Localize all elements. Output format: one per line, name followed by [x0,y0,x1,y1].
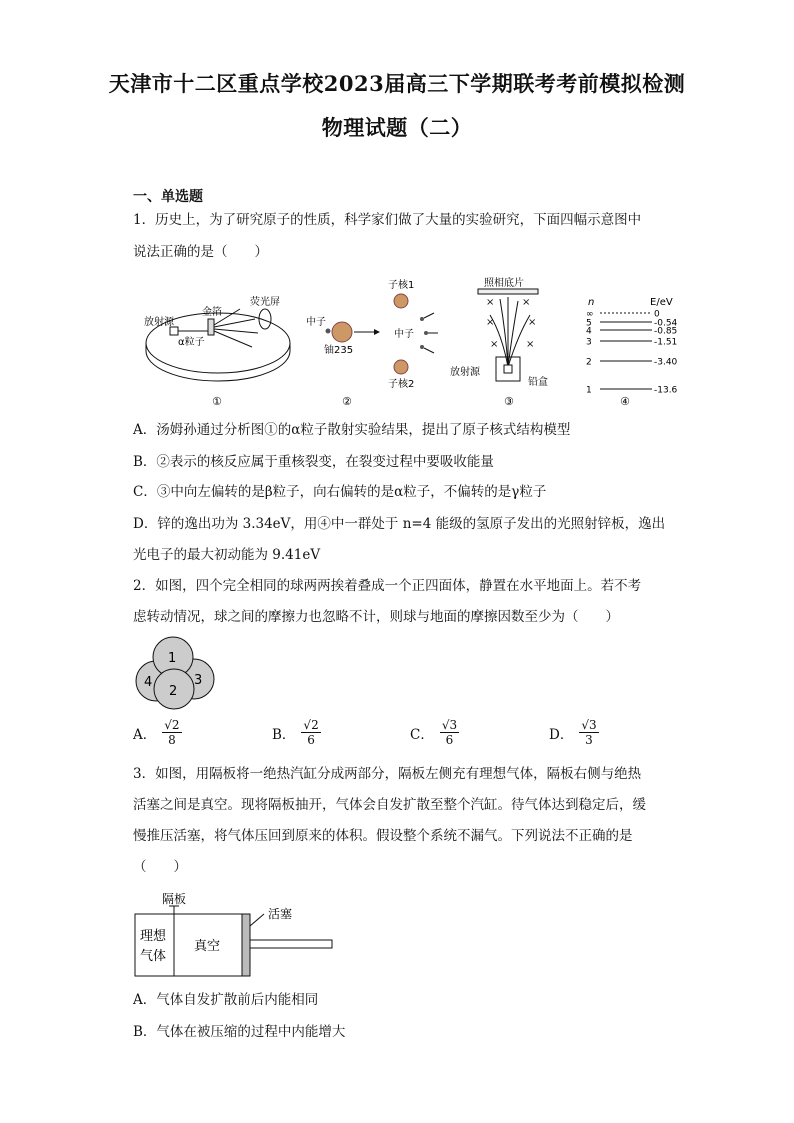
svg-text:×: × [522,297,531,308]
q2-b-letter: B． [272,726,296,743]
svg-text:×: × [486,297,495,308]
q2-d-letter: D． [549,726,574,743]
label-gas-1: 理想 [140,929,167,944]
section-heading: 一、单选题 [133,189,203,205]
q3-option-b: B．气体在被压缩的过程中内能增大 [133,1024,346,1040]
label-gas-2: 气体 [140,949,167,964]
q2-stem-line2: 虑转动情况，球之间的摩擦力也忽略不计，则球与地面的摩擦因数至少为（ ） [133,609,619,625]
q2-option-b [272,718,321,747]
q1-option-c: C．③中向左偏转的是β粒子，向右偏转的是α粒子，不偏转的是γ粒子 [133,484,547,500]
label-e: E/eV [650,297,673,308]
q1-stem-line2: 说法正确的是（ ） [133,244,268,260]
svg-text:×: × [490,339,499,350]
q2-c-num: √3 [441,718,458,732]
q2-b-num: √2 [303,718,319,732]
energy-level-e-3: -1.51 [654,337,678,348]
energy-level-n-1: 5 [586,318,592,329]
energy-level-n-2: 4 [586,326,592,337]
label-partition: 隔板 [162,892,187,906]
q1-option-d-line1: D．锌的逸出功为 3.34eV，用④中一群处于 n=4 能级的氢原子发出的光照射锌板，逸出 [133,516,666,532]
svg-text:×: × [486,317,495,328]
label-neutron-out: 中子 [394,329,414,340]
energy-level-n-3: 3 [586,337,592,348]
q2-a-den: 8 [168,733,176,747]
label-source3: 放射源 [450,367,480,378]
caption-2: ② [342,395,352,408]
q2-d-den: 3 [585,733,593,747]
label-neutron-in: 中子 [306,317,326,328]
q2-b-den: 6 [307,733,315,747]
caption-4: ④ [620,395,630,408]
q2-option-c [410,718,459,747]
figure-fission [300,275,450,410]
figure-spheres [130,635,220,710]
energy-level-e-0: 0 [654,309,660,320]
q3-stem-line1: 3．如图，用隔板将一绝热汽缸分成两部分，隔板左侧充有理想气体，隔板右侧与绝热 [133,766,642,782]
q2-a-letter: A． [133,726,157,743]
q1-option-a: A．汤姆孙通过分析图①的α粒子散射实验结果，提出了原子核式结构模型 [133,422,571,438]
q2-c-den: 6 [445,733,454,747]
energy-level-list [586,310,678,396]
svg-text:×: × [528,317,537,328]
energy-level-n-0: ∞ [586,309,594,320]
label-nucleus1: 子核1 [388,280,415,291]
ball-label-4: 4 [144,675,153,690]
energy-level-n-4: 2 [586,357,592,368]
q2-b-fraction [301,718,320,747]
figure-energy-levels [580,295,680,410]
energy-level-e-2: -0.85 [654,326,678,337]
ball-label-3: 3 [194,673,203,688]
ball-label-2: 2 [169,684,178,699]
q3-option-a: A．气体自发扩散前后内能相同 [133,992,319,1008]
label-uranium: 铀235 [324,345,354,356]
energy-level-n-5: 1 [586,385,592,396]
q3-stem-line3: 慢推压活塞，将气体压回到原来的体积。假设整个系统不漏气。下列说法不正确的是 [133,828,633,844]
page-title-line1: 天津市十二区重点学校2023届高三下学期联考考前模拟检测 [108,71,686,96]
label-n: n [588,297,595,308]
q2-d-fraction [579,718,598,747]
q1-option-b: B．②表示的核反应属于重核裂变，在裂变过程中要吸收能量 [133,454,494,470]
energy-level-e-1: -0.54 [654,318,678,329]
q2-d-num: √3 [581,718,597,732]
label-alpha: α粒子 [178,337,205,348]
label-screen: 荧光屏 [250,297,280,308]
label-nucleus2: 子核2 [388,379,415,390]
svg-text:×: × [526,339,535,350]
label-vacuum: 真空 [194,939,221,954]
figure-scattering [140,275,295,410]
label-box: 铅盒 [528,377,548,388]
q1-option-d-line2: 光电子的最大初动能为 9.41eV [133,547,321,563]
q2-a-num: √2 [164,718,180,732]
figure-cylinder [130,888,340,983]
label-source: 放射源 [144,317,174,328]
q2-a-fraction [162,718,181,747]
energy-level-e-4: -3.40 [654,357,678,368]
q3-stem-line4: （ ） [133,859,187,875]
page-title-line2: 物理试题（二） [321,115,473,140]
q2-option-d [549,718,599,747]
q2-stem-line1: 2．如图，四个完全相同的球两两挨着叠成一个正四面体，静置在水平地面上。若不考 [133,578,642,594]
label-foil: 金箔 [202,307,222,318]
figure-deflection [450,275,565,410]
q1-stem-line1: 1．历史上，为了研究原子的性质，科学家们做了大量的实验研究，下面四幅示意图中 [133,212,642,228]
q2-c-letter: C． [410,726,434,743]
q2-c-fraction [440,718,459,747]
label-plate: 照相底片 [484,278,524,289]
q2-option-a [133,718,182,747]
energy-level-e-5: -13.6 [654,385,678,396]
caption-3: ③ [504,395,514,408]
caption-1: ① [212,395,222,408]
q3-stem-line2: 活塞之间是真空。现将隔板抽开，气体会自发扩散至整个汽缸。待气体达到稳定后，缓 [133,797,646,813]
label-piston: 活塞 [268,907,293,921]
ball-label-1: 1 [168,651,177,666]
